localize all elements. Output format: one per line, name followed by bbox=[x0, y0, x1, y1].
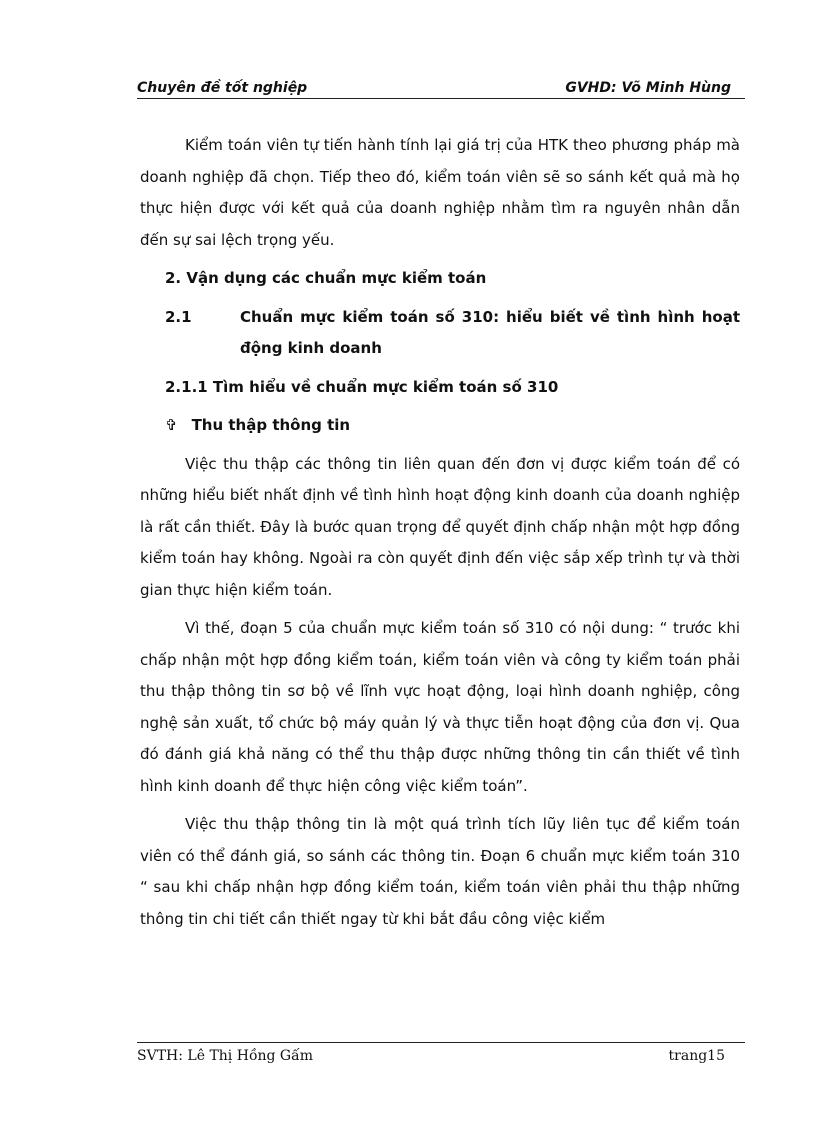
header-advisor: GVHD: Võ Minh Hùng bbox=[565, 80, 731, 96]
heading-section-2-1-text: Chuẩn mực kiểm toán số 310: hiểu biết về tình hình hoạt động kinh doanh bbox=[240, 307, 740, 357]
footer-student: SVTH: Lê Thị Hồng Gấm bbox=[137, 1048, 313, 1064]
paragraph-standard-clause-6: Việc thu thập thông tin là một quá trình tích lũy liên tục để kiểm toán viên có thể đánh giá, so sánh các thông tin. Đoạn 6 chuẩn mực kiểm toán 310 “ sau khi chấp nhận hợp đồng kiểm toán, kiểm toán viên phải thu thập những thông tin chi tiết cần thiết ngay từ khi bắt đầu công việc kiểm bbox=[140, 815, 740, 928]
header-thesis-title: Chuyên đề tốt nghiệp bbox=[137, 80, 308, 96]
page-body bbox=[140, 130, 740, 935]
heading-section-2-1-1: 2.1.1 Tìm hiểu về chuẩn mực kiểm toán số 310 bbox=[165, 377, 559, 396]
paragraph-standard-clause-5: Vì thế, đoạn 5 của chuẩn mực kiểm toán số 310 có nội dung: “ trước khi chấp nhận một hợp đồng kiểm toán, kiểm toán viên và công ty kiểm toán phải thu thập thông tin sơ bộ về lĩnh vực hoạt động, loại hình doanh nghiệp, công nghệ sản xuất, tổ chức bộ máy quản lý và thực tiễn hoạt động của đơn vị. Qua đó đánh giá khả năng có thể thu thập được những thông tin cần thiết về tình hình kinh doanh để thực hiện công việc kiểm toán”. bbox=[140, 619, 740, 795]
heading-section-2-1-number: 2.1 bbox=[165, 307, 192, 326]
footer-page-number: trang15 bbox=[668, 1048, 725, 1064]
heading-section-2-1 bbox=[140, 302, 740, 365]
paragraph-intro: Kiểm toán viên tự tiến hành tính lại giá trị của HTK theo phương pháp mà doanh nghiệp đã chọn. Tiếp theo đó, kiểm toán viên sẽ so sánh kết quả mà họ thực hiện được với kết quả của doanh nghiệp nhằm tìm ra nguyên nhân dẫn đến sự sai lệch trọng yếu. bbox=[140, 136, 740, 249]
paragraph-info-collection: Việc thu thập các thông tin liên quan đến đơn vị được kiểm toán để có những hiểu biết nhất định về tình hình hoạt động kinh doanh của doanh nghiệp là rất cần thiết. Đây là bước quan trọng để quyết định chấp nhận một hợp đồng kiểm toán hay không. Ngoài ra còn quyết định đến việc sắp xếp trình tự và thời gian thực hiện kiểm toán. bbox=[140, 454, 740, 599]
bullet-heading bbox=[140, 410, 740, 442]
bullet-heading-text: Thu thập thông tin bbox=[191, 416, 351, 434]
cross-bullet-icon: ✞ bbox=[165, 416, 178, 434]
heading-section-2: 2. Vận dụng các chuẩn mực kiểm toán bbox=[165, 269, 487, 287]
page-header bbox=[137, 80, 745, 99]
page-footer bbox=[137, 1042, 745, 1064]
